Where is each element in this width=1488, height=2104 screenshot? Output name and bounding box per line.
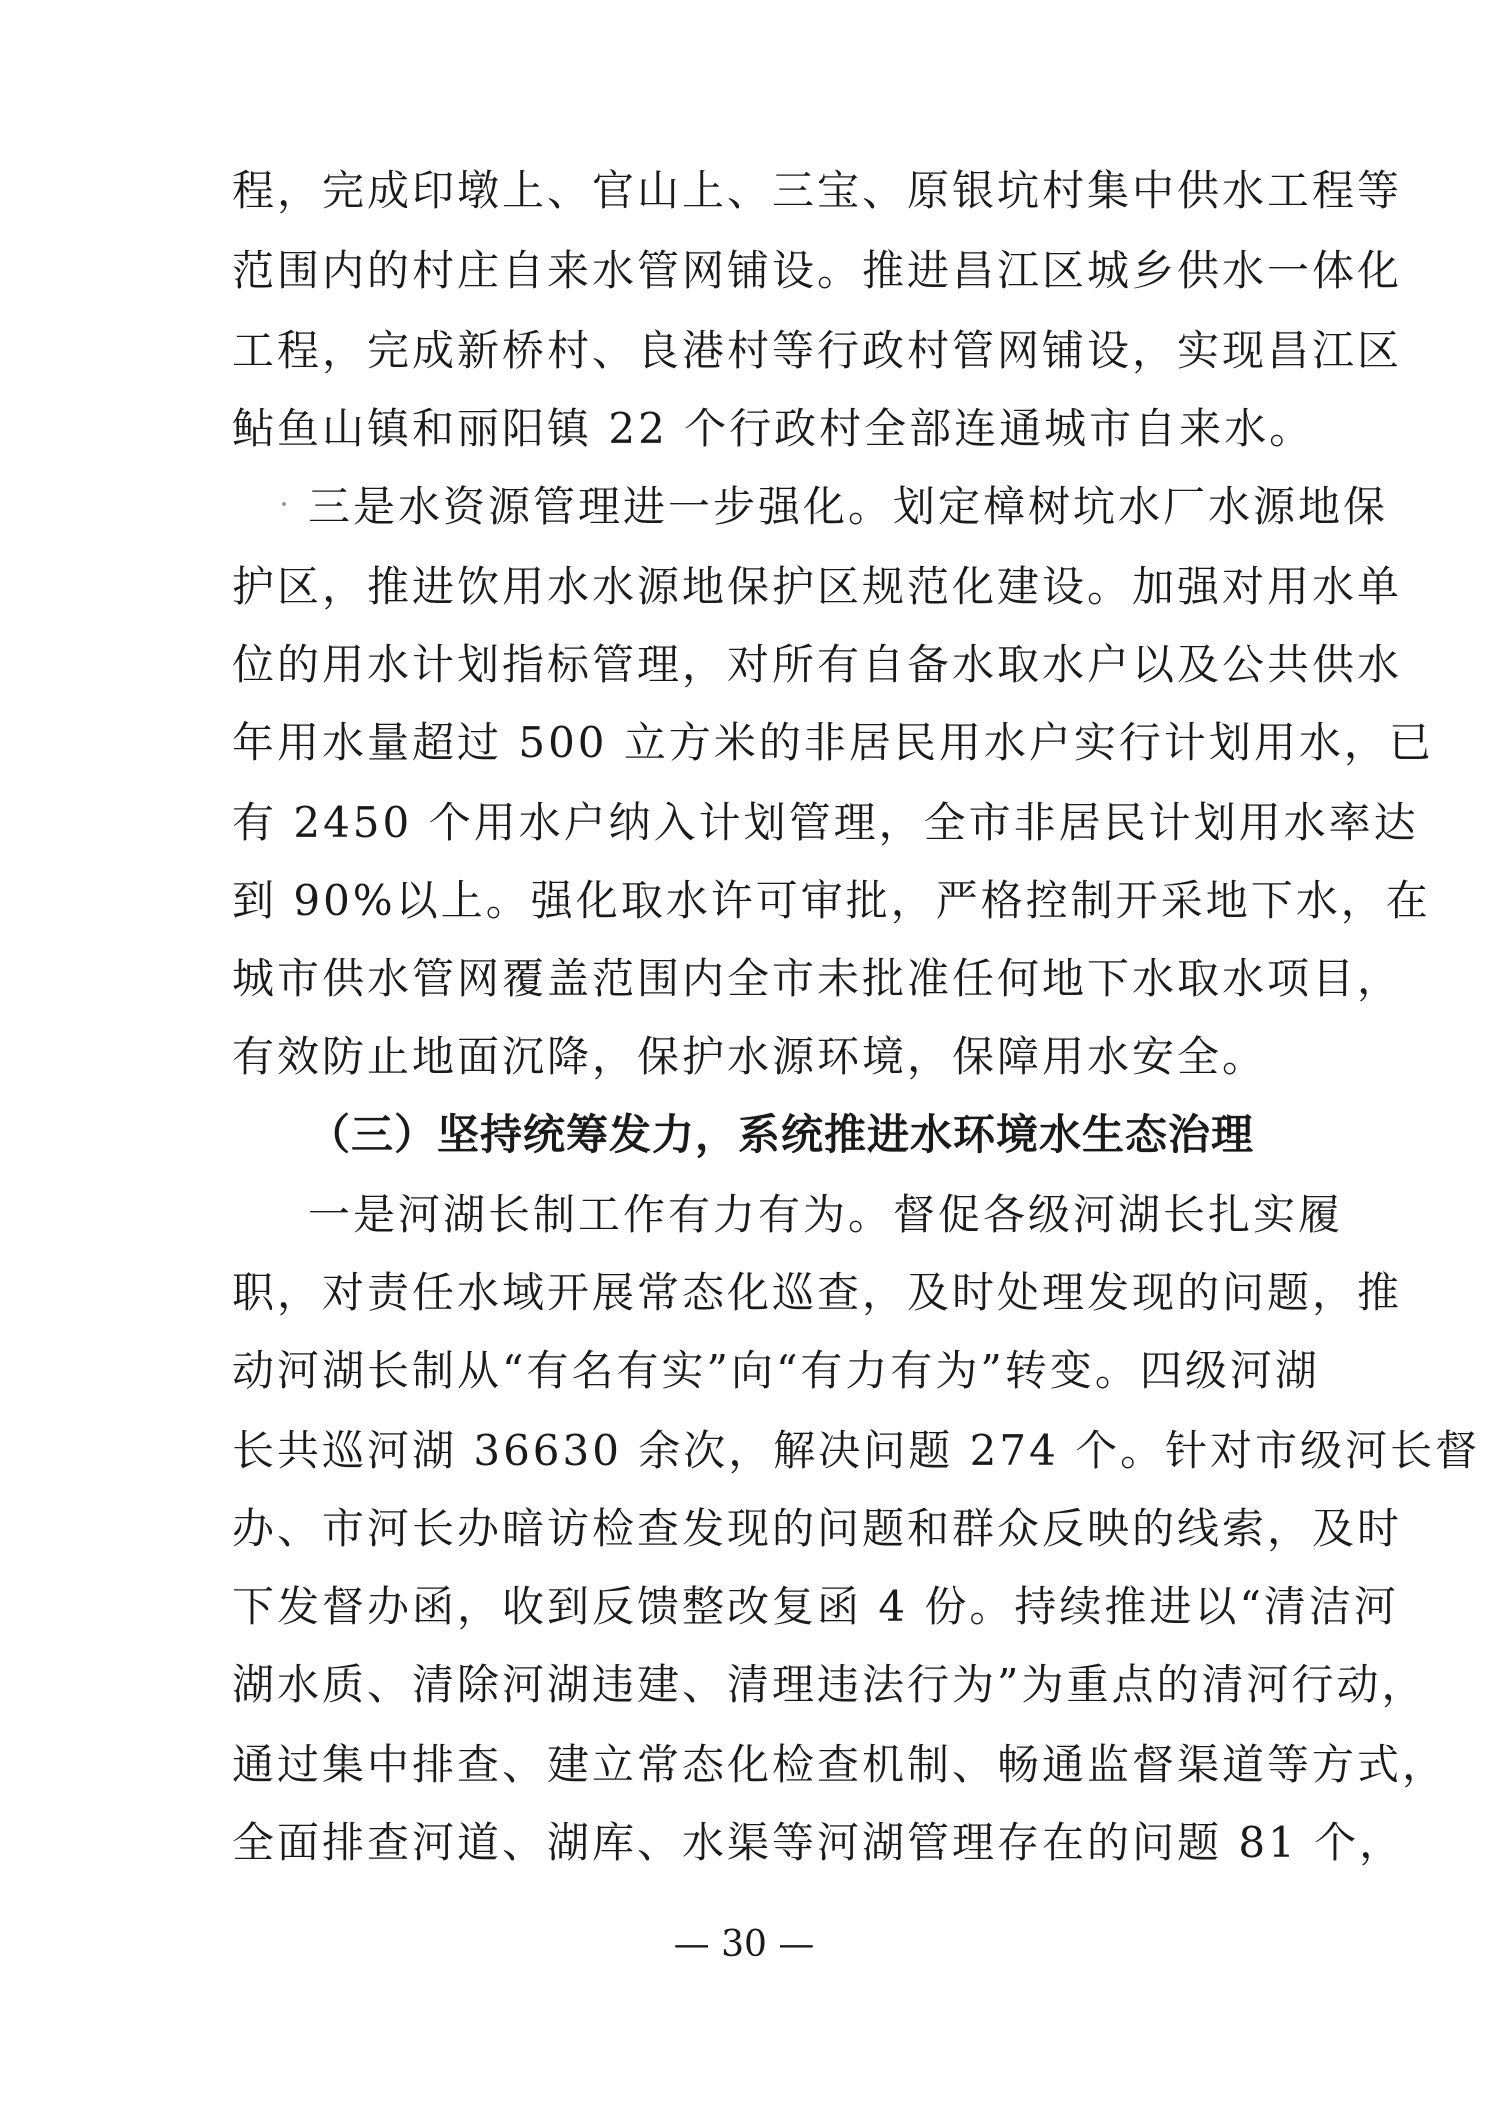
body-line: 位的用水计划指标管理，对所有自备水取水户以及公共供水 <box>232 640 1403 689</box>
body-line: 城市供水管网覆盖范围内全市未批准任何地下水取水项目， <box>232 954 1403 1003</box>
body-line: 长共巡河湖 36630 余次，解决问题 274 个。针对市级河长督 <box>232 1426 1481 1475</box>
body-line: 程，完成印墩上、官山上、三宝、原银坑村集中供水工程等 <box>232 166 1403 215</box>
page-number: — 30 — <box>673 1924 815 1965</box>
body-line: 全面排查河道、湖库、水渠等河湖管理存在的问题 81 个， <box>232 1818 1405 1867</box>
body-line: 办、市河长办暗访检查发现的问题和群众反映的线索，及时 <box>232 1504 1403 1553</box>
body-line: 动河湖长制从“有名有实”向“有力有为”转变。四级河湖 <box>232 1346 1320 1395</box>
body-line: 湖水质、清除河湖违建、清理违法行为”为重点的清河行动， <box>232 1660 1427 1709</box>
body-line: 下发督办函，收到反馈整改复函 4 份。持续推进以“清洁河 <box>232 1582 1399 1631</box>
body-line: 鲇鱼山镇和丽阳镇 22 个行政村全部连通城市自来水。 <box>232 404 1315 453</box>
paragraph-first-line: 一是河湖长制工作有力有为。督促各级河湖长扎实履 <box>308 1190 1344 1239</box>
body-line: 有效防止地面沉降，保护水源环境，保障用水安全。 <box>232 1032 1268 1081</box>
body-line: 范围内的村庄自来水管网铺设。推进昌江区城乡供水一体化 <box>232 246 1403 295</box>
body-line: 护区，推进饮用水水源地保护区规范化建设。加强对用水单 <box>232 562 1403 611</box>
body-line: 到 90%以上。强化取水许可审批，严格控制开采地下水，在 <box>232 876 1431 925</box>
body-line: 有 2450 个用水户纳入计划管理，全市非居民计划用水率达 <box>232 798 1419 847</box>
body-line: 通过集中排查、建立常态化检查机制、畅通监督渠道等方式， <box>232 1740 1448 1789</box>
body-line: 年用水量超过 500 立方米的非居民用水户实行计划用水，已 <box>232 718 1434 767</box>
body-line: 工程，完成新桥村、良港村等行政村管网铺设，实现昌江区 <box>232 326 1403 375</box>
section-heading: （三）坚持统筹发力，系统推进水环境水生态治理 <box>308 1110 1255 1159</box>
body-line: 职，对责任水域开展常态化巡查，及时处理发现的问题，推 <box>232 1268 1403 1317</box>
scan-speck <box>282 502 286 506</box>
paragraph-first-line: 三是水资源管理进一步强化。划定樟树坑水厂水源地保 <box>308 482 1389 531</box>
